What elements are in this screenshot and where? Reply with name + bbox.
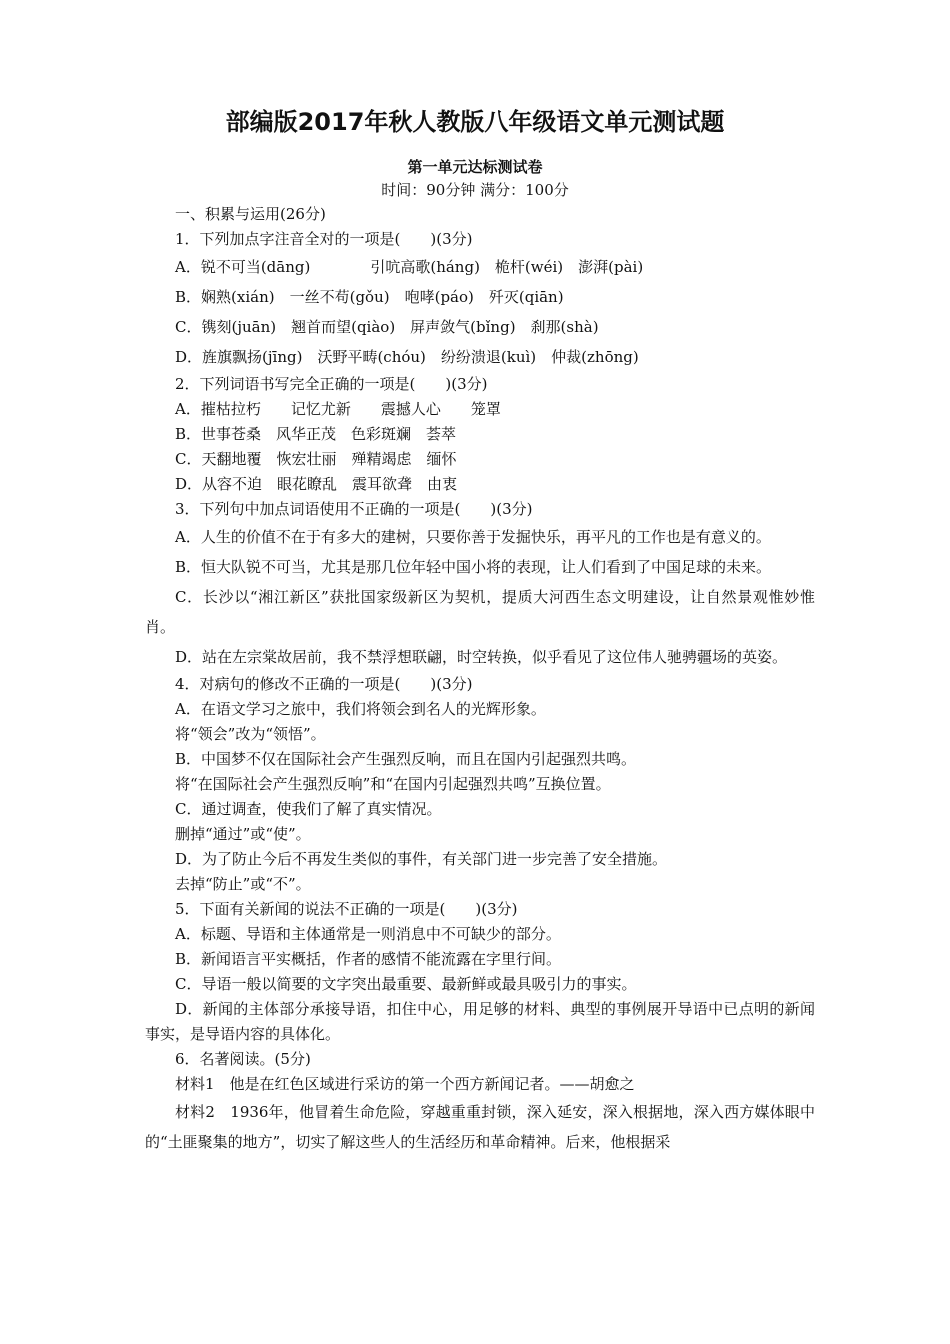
- question-4-option-d: D．为了防止今后不再发生类似的事件，有关部门进一步完善了安全措施。: [175, 850, 668, 868]
- question-1-option-c: C．镌刻(juān) 翘首而望(qiào) 屏声敛气(bǐng) 刹那(shà): [175, 318, 599, 336]
- question-4-option-c: C．通过调查，使我们了解了真实情况。: [175, 800, 442, 818]
- section-heading: 一、积累与运用(26分): [175, 205, 326, 223]
- question-1-option-a: A．锐不可当(dāng) 引吭高歌(háng) 桅杆(wéi) 澎湃(pài): [175, 258, 644, 276]
- question-3-option-d: D．站在左宗棠故居前，我不禁浮想联翩，时空转换，似乎看见了这位伟人驰骋疆场的英姿。: [175, 648, 788, 666]
- question-6-material-1: 材料1 他是在红色区域进行采访的第一个西方新闻记者。——胡愈之: [175, 1075, 635, 1093]
- question-2-option-b: B．世事苍桑 风华正茂 色彩斑斓 荟萃: [175, 425, 457, 443]
- question-1-option-b: B．娴熟(xián) 一丝不苟(gǒu) 咆哮(páo) 歼灭(qiān): [175, 288, 564, 306]
- question-2-stem: 2．下列词语书写完全正确的一项是( )(3分): [175, 375, 488, 393]
- question-5-option-a: A．标题、导语和主体通常是一则消息中不可缺少的部分。: [175, 925, 561, 943]
- question-5-option-b: B．新闻语言平实概括，作者的感情不能流露在字里行间。: [175, 950, 562, 968]
- question-4-stem: 4．对病句的修改不正确的一项是( )(3分): [175, 675, 473, 693]
- question-6-stem: 6．名著阅读。(5分): [175, 1050, 311, 1068]
- question-5-stem: 5．下面有关新闻的说法不正确的一项是( )(3分): [175, 900, 518, 918]
- exam-info: 时间：90分钟 满分：100分: [381, 181, 569, 199]
- question-3-option-a: A．人生的价值不在于有多大的建树，只要你善于发掘快乐，再平凡的工作也是有意义的。: [175, 528, 771, 546]
- question-3-option-b: B．恒大队锐不可当，尤其是那几位年轻中国小将的表现，让人们看到了中国足球的未来。: [175, 558, 772, 576]
- question-2-option-d: D．从容不迫 眼花瞭乱 震耳欲聋 由衷: [175, 475, 458, 493]
- question-1-stem: 1．下列加点字注音全对的一项是( )(3分): [175, 230, 473, 248]
- question-2-option-a: A．摧枯拉朽 记忆尤新 震撼人心 笼罩: [175, 400, 501, 418]
- question-4-option-b: B．中国梦不仅在国际社会产生强烈反响，而且在国内引起强烈共鸣。: [175, 750, 637, 768]
- question-6-material-2: 材料2 1936年，他冒着生命危险，穿越重重封锁，深入延安，深入根据地，深入西方媒体眼中的“土匪聚集的地方”，切实了解这些人的生活经历和革命精神。后来，他根据采: [145, 1103, 815, 1151]
- document-body: [145, 202, 815, 1157]
- document-title: 部编版2017年秋人教版八年级语文单元测试题: [225, 108, 725, 136]
- question-4-fix-b: 将“在国际社会产生强烈反响”和“在国内引起强烈共鸣”互换位置。: [175, 775, 611, 793]
- question-3-option-c: C．长沙以“湘江新区”获批国家级新区为契机，提质大河西生态文明建设，让自然景观惟妙惟肖。: [145, 588, 815, 636]
- document-subtitle: 第一单元达标测试卷: [407, 158, 543, 176]
- question-4-fix-a: 将“领会”改为“领悟”。: [175, 725, 326, 743]
- question-1-option-d: D．旌旗飘扬(jīng) 沃野平畴(chóu) 纷纷溃退(kuì) 仲裁(zhōng): [175, 348, 639, 366]
- question-5-option-d: D．新闻的主体部分承接导语，扣住中心，用足够的材料、典型的事例展开导语中已点明的新闻事实，是导语内容的具体化。: [145, 1000, 815, 1043]
- question-4-fix-d: 去掉“防止”或“不”。: [175, 875, 311, 893]
- question-4-fix-c: 删掉“通过”或“使”。: [175, 825, 311, 843]
- question-4-option-a: A．在语文学习之旅中，我们将领会到名人的光辉形象。: [175, 700, 546, 718]
- question-5-option-c: C．导语一般以简要的文字突出最重要、最新鲜或最具吸引力的事实。: [175, 975, 637, 993]
- question-3-stem: 3．下列句中加点词语使用不正确的一项是( )(3分): [175, 500, 533, 518]
- question-2-option-c: C．天翻地覆 恢宏壮丽 殚精竭虑 缅怀: [175, 450, 457, 468]
